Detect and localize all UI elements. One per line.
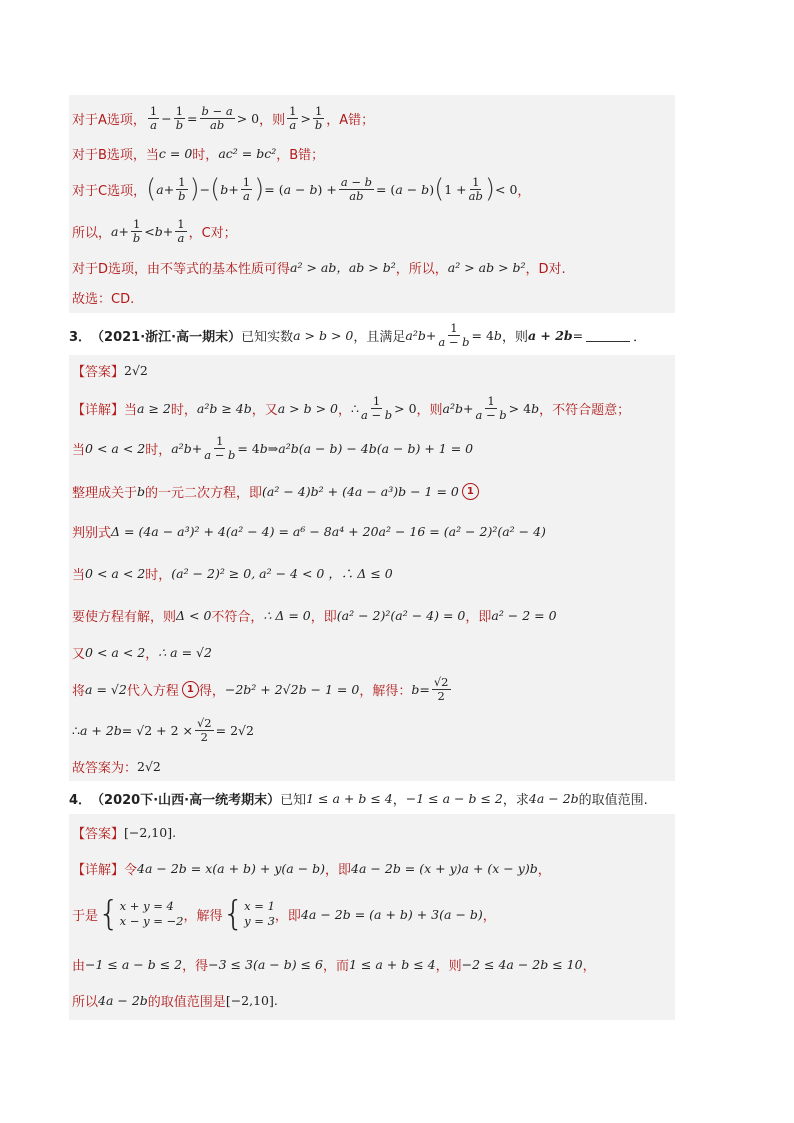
- answer-line: 【答案】 [−2,10] .: [72, 824, 177, 842]
- answer-line: 【答案】 2√2: [72, 362, 148, 380]
- fraction: $\frac{1}{a}$: [242, 174, 251, 203]
- equation-system: { x + y = 4 x − y = −2: [98, 894, 184, 934]
- fraction: $\frac{1}{a - b}$: [360, 393, 393, 422]
- fraction: $\frac{1}{a}$: [149, 103, 158, 132]
- detail-line-10: 故答案为： 2√2: [72, 758, 161, 776]
- detail-line-9: ∴ a + 2b = √2 + 2 × $\frac{√2}{2}$ = 2√2: [72, 715, 254, 744]
- fraction: $\frac{1}{a - b}$: [475, 393, 507, 422]
- question-4-stem: 4． （2020下·山西·高一统考期末） 已知 1 ≤ a + b ≤ 4 ， −1 ≤ a − b ≤ 2 ，求 4a − 2b 的取值范围.: [69, 790, 648, 808]
- detail-line-4: 所以 4a − 2b 的取值范围是 [−2,10] .: [72, 992, 278, 1010]
- option-d-line: 对于D选项，由不等式的基本性质可得 a² > ab，ab > b² ，所以， a² > ab > b² ，D对.: [72, 259, 566, 277]
- fraction: $\frac{1}{b}$: [132, 216, 141, 245]
- fraction: $\frac{a - b}{ab}$: [340, 174, 372, 203]
- option-c-line: 对于C选项， ( a + $\frac{1}{b}$ ) − ( b + $\frac{1}{a}$ ) = ( a − b ) + $\frac{a - b}{ab}$ = ( a − b ) ( 1 + $\frac{1}{ab}$ ) < 0 ，: [72, 174, 531, 204]
- answer-blank: [586, 329, 630, 342]
- fraction: $\frac{1}{a}$: [177, 216, 185, 245]
- fraction: $\frac{b - a}{ab}$: [201, 103, 233, 132]
- choice-line: 故选：CD.: [72, 291, 135, 307]
- detail-line-5: 当 0 < a < 2 时， (a² − 2)² ≥ 0, a² − 4 < 0 ，∴ Δ ≤ 0: [72, 565, 393, 583]
- detail-line-2: 当 0 < a < 2 时， a²b + $\frac{1}{a - b}$ = 4 b ⇒ a²b(a − b) − 4b(a − b) + 1 = 0: [72, 433, 474, 462]
- question-3-stem: 3． （2021·浙江·高一期末） 已知实数 a > b > 0 ，且满足 a²b + $\frac{1}{a - b}$ = 4 b ，则 a + 2b = ．: [69, 320, 647, 349]
- detail-line-6: 要使方程有解，则 Δ < 0 不符合， ∴ Δ = 0 ，即 (a² − 2)²(a² − 4) = 0 ，即 a² − 2 = 0: [72, 607, 557, 625]
- solution-block-4: [69, 814, 675, 1020]
- detail-line-1: 【详解】 令 4a − 2b = x(a + b) + y(a − b) ，即 4a − 2b = (x + y)a + (x − y)b ，: [72, 860, 551, 878]
- detail-line-7: 又 0 < a < 2 ， ∴ a = √2: [72, 644, 212, 662]
- solution-block-1: [69, 95, 675, 313]
- option-b-line: 对于B选项，当 c = 0 时， ac² = bc² ，B错；: [72, 145, 325, 163]
- fraction: $\frac{√2}{2}$: [433, 674, 449, 703]
- fraction: $\frac{1}{a}$: [289, 103, 297, 132]
- detail-line-8: 将 a = √2 代入方程 1 得， −2b² + 2√2b − 1 = 0 ，解得： b = $\frac{√2}{2}$: [72, 674, 449, 703]
- detail-line-1: 【详解】 当 a ≥ 2 时， a²b ≥ 4b ，又 a > b > 0 ， ∴ $\frac{1}{a - b}$ > 0 ，则 a²b + $\frac{1}{a - b}$ > 4 b ，不符合题意；: [72, 393, 631, 422]
- circled-number-1: 1: [462, 483, 479, 500]
- circled-number-1: 1: [182, 681, 199, 698]
- solution-block-3: [69, 355, 675, 781]
- detail-line-4: 判别式 Δ = (4a − a³)² + 4(a² − 4) = a⁶ − 8a⁴ + 20a² − 16 = (a² − 2)²(a² − 4): [72, 523, 546, 541]
- fraction: $\frac{1}{a - b}$: [438, 320, 470, 349]
- option-a-line: 对于A选项， $\frac{1}{a}$ − $\frac{1}{b}$ = $\frac{b - a}{ab}$ > 0 ，则 $\frac{1}{a}$ > $\frac{1}{b}$ ，A错；: [72, 103, 375, 132]
- equation-system: { x = 1 y = 3: [222, 894, 275, 934]
- fraction: $\frac{√2}{2}$: [196, 715, 212, 744]
- fraction: $\frac{1}{a - b}$: [204, 433, 236, 462]
- detail-line-3: 整理成关于 b 的一元二次方程，即 (a² − 4)b² + (4a − a³)b − 1 = 0 1: [72, 479, 479, 503]
- detail-line-3: 由 −1 ≤ a − b ≤ 2 ，得 −3 ≤ 3(a − b) ≤ 6 ，而 1 ≤ a + b ≤ 4 ，则 −2 ≤ 4a − 2b ≤ 10 ，: [72, 956, 596, 974]
- fraction: $\frac{1}{b}$: [178, 174, 186, 203]
- fraction: $\frac{1}{b}$: [314, 103, 323, 132]
- conclusion-c-line: 所以， a + $\frac{1}{b}$ < b + $\frac{1}{a}$ ，C对；: [72, 216, 237, 245]
- fraction: $\frac{1}{b}$: [175, 103, 184, 132]
- detail-line-2: 于是 { x + y = 4 x − y = −2 ，解得 { x = 1 y = 3 ，即 4a − 2b = (a + b) + 3(a − b) ，: [72, 894, 496, 934]
- fraction: $\frac{1}{ab}$: [468, 174, 483, 203]
